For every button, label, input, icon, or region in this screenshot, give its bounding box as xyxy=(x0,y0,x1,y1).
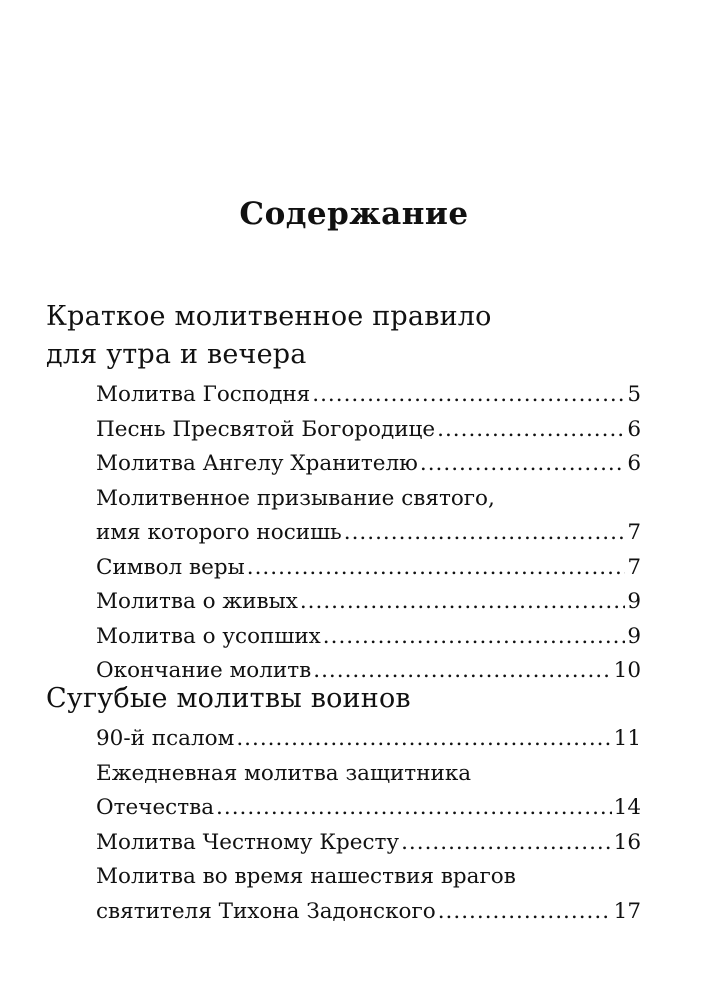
dot-leader xyxy=(420,447,625,482)
dot-leader xyxy=(236,722,611,757)
toc-entry-page: 6 xyxy=(627,416,641,442)
dot-leader xyxy=(247,551,626,586)
toc-entry[interactable] xyxy=(96,860,641,929)
toc-entries xyxy=(96,722,641,929)
dot-leader xyxy=(323,620,626,655)
dot-leader xyxy=(401,826,612,861)
toc-entry-title: Окончание молитв xyxy=(96,658,312,683)
toc-entry-title: Отечества xyxy=(96,795,215,820)
toc-entry-page: 10 xyxy=(613,658,641,683)
toc-entry-title-line: Молитва во время нашествия врагов xyxy=(96,864,516,889)
dot-leader xyxy=(300,585,625,620)
toc-entry-page: 9 xyxy=(627,589,641,614)
toc-entry[interactable] xyxy=(96,757,641,826)
toc-entry-title: Символ веры xyxy=(96,554,245,580)
section-heading-line: Сугубые молитвы воинов xyxy=(46,683,411,714)
section-heading xyxy=(46,680,646,718)
toc-entry-title: Молитва Ангелу Хранителю xyxy=(96,451,418,476)
toc-entry-title: Молитва Господня xyxy=(96,382,311,407)
toc-entry[interactable] xyxy=(96,722,641,757)
toc-entry-page: 11 xyxy=(613,726,641,751)
toc-entry-page: 14 xyxy=(613,795,641,820)
dot-leader xyxy=(344,516,626,551)
toc-entry[interactable] xyxy=(96,551,641,586)
toc-entry-title: Молитва Честному Кресту xyxy=(96,829,400,855)
toc-entry-title: имя которого носишь xyxy=(96,520,342,545)
toc-section-warriors xyxy=(46,680,646,929)
toc-entry-title-line: Ежедневная молитва защитника xyxy=(96,760,472,786)
toc-entry-page: 6 xyxy=(627,451,641,476)
toc-entry-page: 7 xyxy=(627,520,641,545)
toc-entry-title: Песнь Пресвятой Богородице xyxy=(96,416,436,442)
toc-entry-page: 7 xyxy=(627,554,641,580)
toc-entry[interactable] xyxy=(96,378,641,413)
dot-leader xyxy=(438,895,612,930)
toc-entry[interactable] xyxy=(96,620,641,655)
toc-entry[interactable] xyxy=(96,447,641,482)
toc-entry-title-line: Молитвенное призывание святого, xyxy=(96,485,495,511)
toc-entry-title: святителя Тихона Задонского xyxy=(96,898,436,924)
toc-entry[interactable] xyxy=(96,585,641,620)
dot-leader xyxy=(312,378,625,413)
toc-section-morning-evening xyxy=(46,298,646,689)
section-heading xyxy=(46,298,646,374)
dot-leader xyxy=(437,413,625,448)
toc-entry-page: 16 xyxy=(613,829,641,855)
toc-entry-page: 5 xyxy=(627,382,641,407)
toc-entry-title: Молитва о усопших xyxy=(96,623,321,649)
toc-entry-page: 9 xyxy=(627,623,641,649)
toc-entry-title: 90-й псалом xyxy=(96,726,235,751)
toc-entry-page: 17 xyxy=(613,898,641,924)
toc-entry[interactable] xyxy=(96,482,641,551)
toc-entry[interactable] xyxy=(96,413,641,448)
dot-leader xyxy=(216,791,612,826)
toc-entry-title: Молитва о живых xyxy=(96,589,298,614)
section-heading-line: Краткое молитвенное правило xyxy=(46,301,492,332)
toc-entry[interactable] xyxy=(96,826,641,861)
page-title: Содержание xyxy=(239,196,469,232)
section-heading-line: для утра и вечера xyxy=(46,339,307,370)
toc-entries xyxy=(96,378,641,689)
